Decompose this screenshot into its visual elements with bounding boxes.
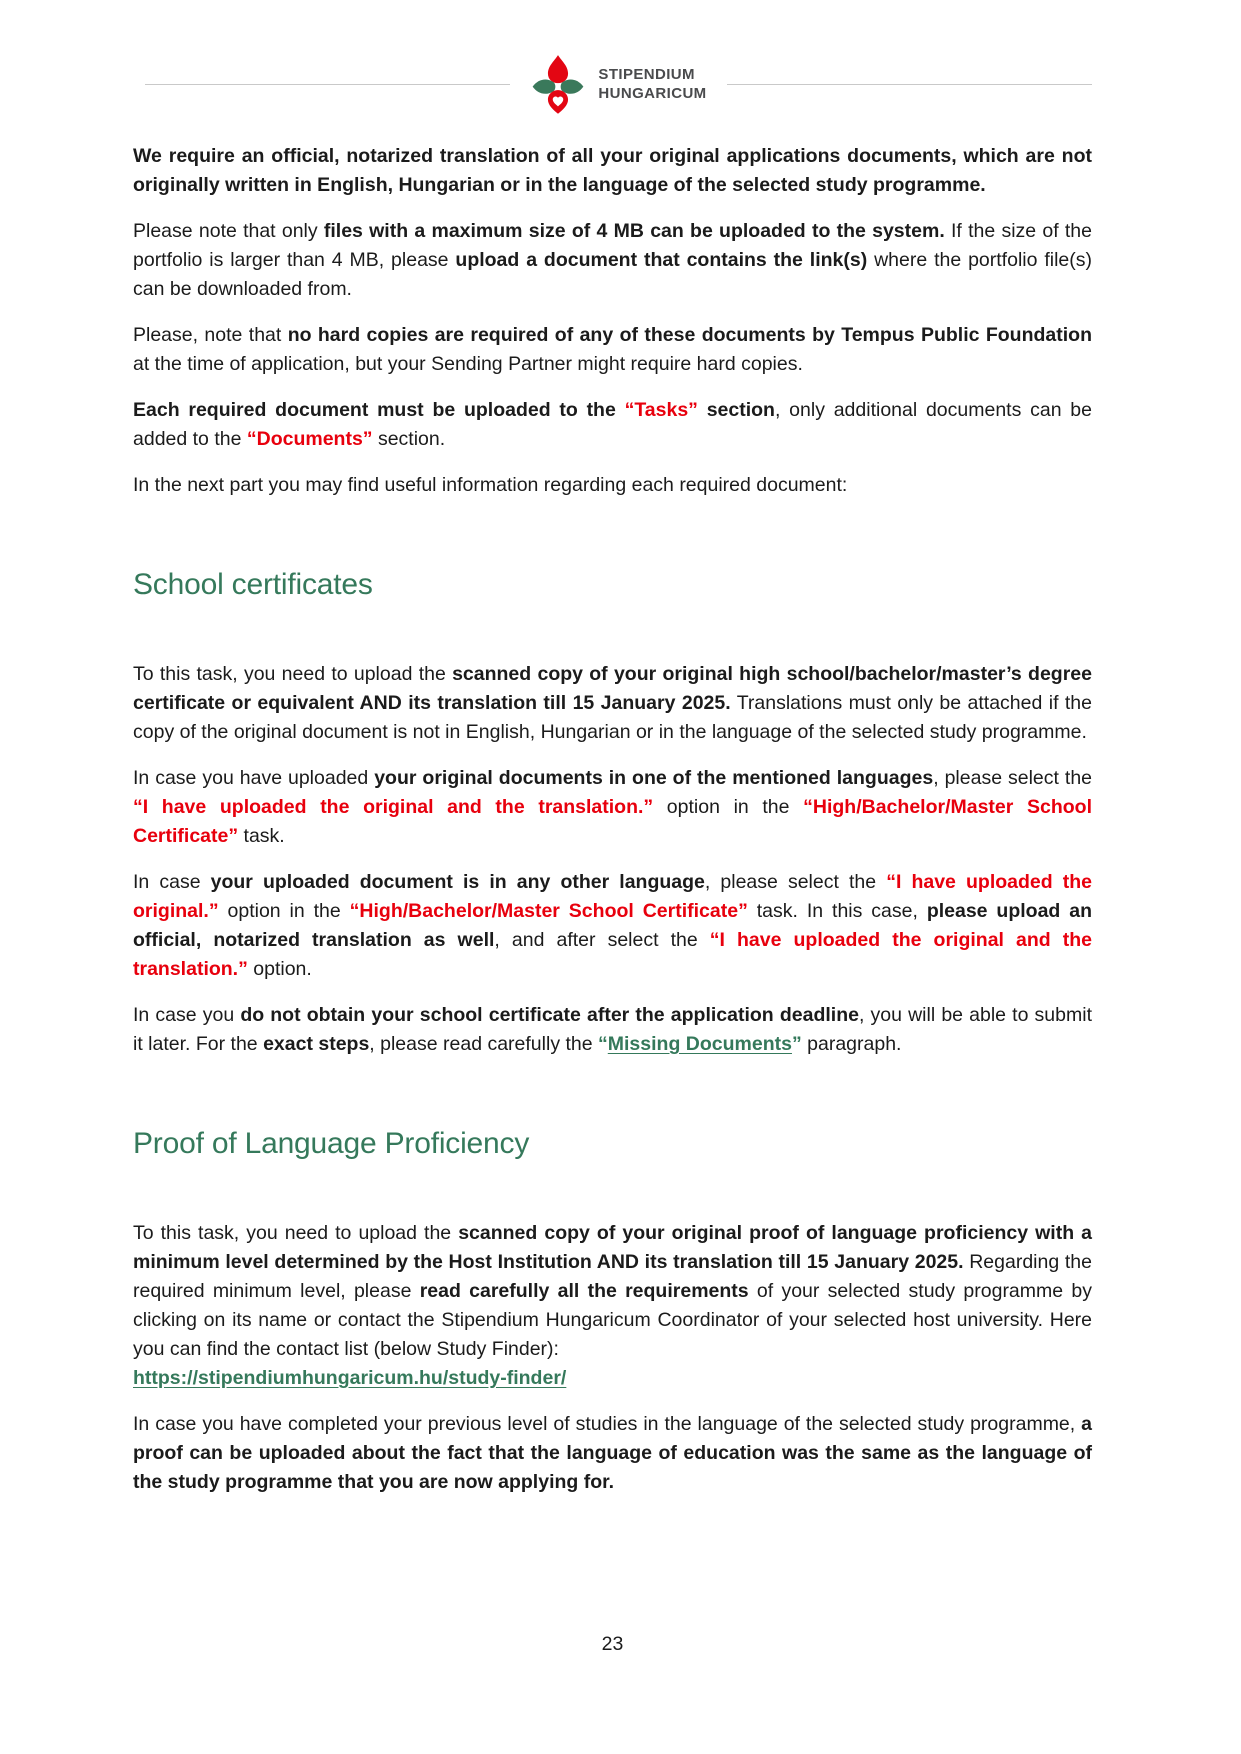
text-run: at the time of application, but your Sending Partner might require hard copies. [133, 353, 803, 375]
text-run: “I have uploaded the original and the translation.” [133, 796, 654, 818]
text-run: In case you have uploaded [133, 767, 375, 789]
text-run: of your selected study programme by clicking on its name or contact the Stipendium Hungaricum Coordinator of your selected host university. Here you can find the contact list (below Study Finder): [133, 1280, 1092, 1360]
text-run: section. [372, 428, 446, 450]
text-run: , please select the [933, 767, 1093, 789]
text-run: files with a maximum size of 4 MB can be uploaded to the system. [323, 220, 945, 242]
text-run: paragraph. [801, 1033, 902, 1055]
text-run: scanned copy of your original high school/bachelor/master’s degree certificate or equivalent AND its translation till 15 January 2025. [133, 663, 1092, 714]
text-run: your uploaded document is in any other language [210, 871, 705, 893]
text-run: task. In this case, [747, 900, 927, 922]
text-run: We require an official, notarized translation of all your original applications documents, which are not originally written in English, Hungarian or in the language of the selected study programme. [133, 145, 1092, 196]
text-run: please upload an official, notarized translation as well [133, 900, 1093, 951]
text-run: section [697, 399, 775, 421]
paragraph [133, 764, 1092, 851]
study-finder-link[interactable]: https://stipendiumhungaricum.hu/study-finder/ [133, 1367, 567, 1389]
text-run: ” [791, 1033, 802, 1055]
text-run: “I have uploaded the original and the translation.” [133, 929, 1093, 980]
brand-logo [530, 52, 706, 116]
text-run: do not obtain your school certificate after the application deadline [240, 1004, 859, 1026]
text-run: task. [238, 825, 285, 847]
paragraph [133, 217, 1092, 304]
header-rule-right [727, 84, 1092, 85]
text-run: exact steps [263, 1033, 370, 1055]
missing-documents-link[interactable]: Missing Documents [607, 1033, 792, 1055]
text-run: “High/Bachelor/Master School Certificate” [133, 796, 1092, 847]
text-run: , only additional documents can be added to the [133, 399, 1092, 450]
section-heading: Proof of Language Proficiency [133, 1127, 530, 1160]
text-run: no hard copies are required of any of these documents by Tempus Public Foundation [287, 324, 1092, 346]
section-heading: School certificates [133, 568, 373, 601]
text-run: your original documents in one of the mentioned languages [374, 767, 934, 789]
text-run: Regarding the required minimum level, please [133, 1251, 1092, 1302]
paragraph [133, 471, 1092, 500]
page-number: 23 [601, 1633, 624, 1655]
text-run: To this task, you need to upload the [133, 663, 453, 685]
text-run: option in the [218, 900, 350, 922]
brand-name-line2: HUNGARICUM [598, 85, 707, 102]
paragraph [133, 660, 1092, 747]
paragraph [133, 1001, 1092, 1059]
paragraph [133, 868, 1092, 984]
paragraph [133, 1219, 1092, 1393]
text-run: “Tasks” [624, 399, 698, 421]
text-run: , please read carefully the [369, 1033, 599, 1055]
text-run: , and after select the [494, 929, 710, 951]
text-run: In the next part you may find useful information regarding each required document: [133, 474, 848, 496]
paragraph [133, 396, 1092, 454]
text-run: where the portfolio file(s) can be downloaded from. [133, 249, 1092, 300]
text-run: “I have uploaded the original.” [133, 871, 1092, 922]
text-run: Each required document must be uploaded to the [133, 399, 625, 421]
header-rule-left [145, 84, 510, 85]
text-run: Translations must only be attached if the copy of the original document is not in English, Hungarian or in the language of the selected study programme. [133, 692, 1092, 743]
text-run: option. [247, 958, 312, 980]
page-header [145, 52, 1092, 116]
text-run: , you will be able to submit it later. For the [133, 1004, 1092, 1055]
text-run: To this task, you need to upload the [133, 1222, 459, 1244]
brand-name [598, 65, 706, 103]
text-run: scanned copy of your original proof of language proficiency with a minimum level determined by the Host Institution AND its translation till 15 January 2025. [133, 1222, 1093, 1273]
text-run: , please select the [704, 871, 887, 893]
text-run: “ [598, 1033, 608, 1055]
text-run: In case you have completed your previous level of studies in the language of the selected study programme, [133, 1413, 1082, 1435]
text-run: Please, note that [133, 324, 288, 346]
brand-name-line1: STIPENDIUM [598, 66, 695, 83]
text-run: a proof can be uploaded about the fact that the language of education was the same as the language of the study programme that you are now applying for. [133, 1413, 1092, 1493]
text-run: If the size of the portfolio is larger than 4 MB, please [133, 220, 1092, 271]
text-run: upload a document that contains the link(s) [455, 249, 868, 271]
text-run: “High/Bachelor/Master School Certificate” [349, 900, 748, 922]
document-body [133, 142, 1092, 1497]
stipendium-hungaricum-logo-icon [530, 52, 586, 116]
text-run: option in the [653, 796, 804, 818]
text-run: In case [133, 871, 211, 893]
text-run: read carefully all the requirements [419, 1280, 749, 1302]
paragraph [133, 1410, 1092, 1497]
paragraph [133, 142, 1092, 200]
text-run: In case you [133, 1004, 241, 1026]
paragraph [133, 321, 1092, 379]
text-run: “Documents” [246, 428, 373, 450]
text-run: Please note that only [133, 220, 324, 242]
